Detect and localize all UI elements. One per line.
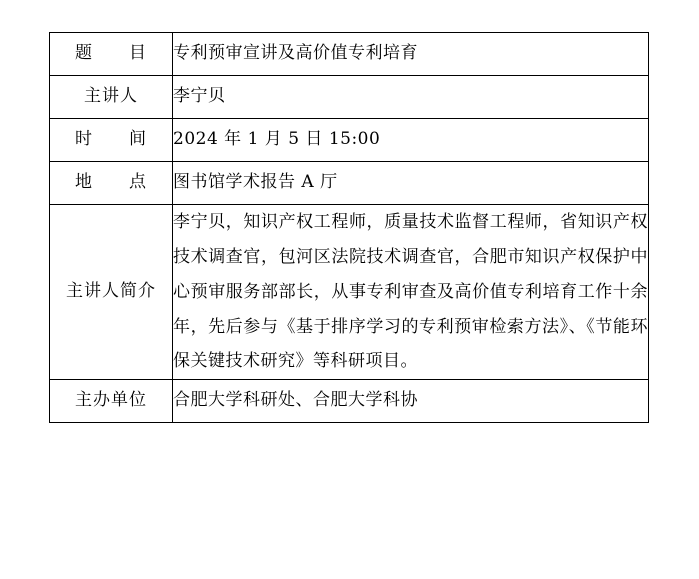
table-row <box>50 162 649 205</box>
table-row <box>50 33 649 76</box>
row-label-bio: 主讲人简介 <box>50 205 173 380</box>
row-value-place: 图书馆学术报告 A 厅 <box>173 162 649 205</box>
row-value-organizer: 合肥大学科研处、合肥大学科协 <box>173 380 649 423</box>
row-label-organizer: 主办单位 <box>50 380 173 423</box>
event-info-table <box>49 32 649 423</box>
table-row <box>50 205 649 380</box>
table-row <box>50 76 649 119</box>
row-label-place: 地 点 <box>50 162 173 205</box>
table-row <box>50 119 649 162</box>
row-value-bio: 李宁贝，知识产权工程师，质量技术监督工程师，省知识产权技术调查官，包河区法院技术调查官，合肥市知识产权保护中心预审服务部部长，从事专利审查及高价值专利培育工作十余年，先后参与《基于排序学习的专利预审检索方法》、《节能环保关键技术研究》等科研项目。 <box>173 205 649 380</box>
row-label-speaker: 主讲人 <box>50 76 173 119</box>
row-label-time: 时 间 <box>50 119 173 162</box>
row-value-speaker: 李宁贝 <box>173 76 649 119</box>
table-row <box>50 380 649 423</box>
row-value-title: 专利预审宣讲及高价值专利培育 <box>173 33 649 76</box>
row-label-title: 题 目 <box>50 33 173 76</box>
row-value-time: 2024 年 1 月 5 日 15:00 <box>173 119 649 162</box>
